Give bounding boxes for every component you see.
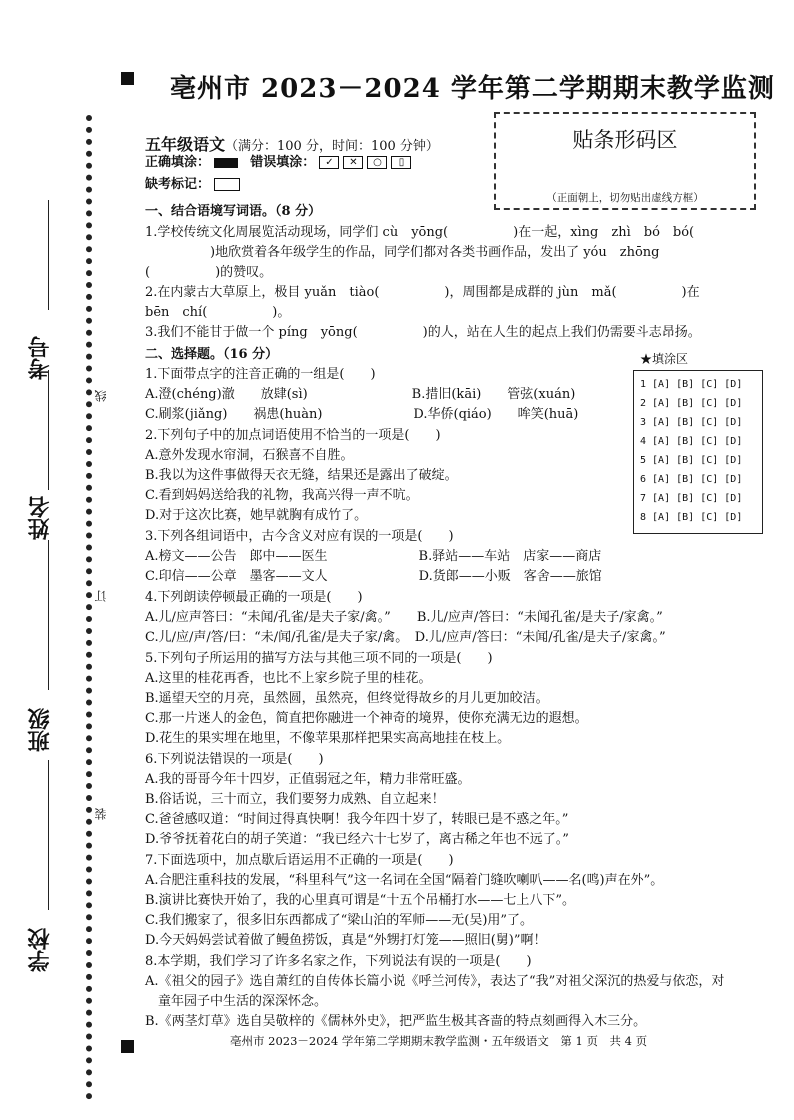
barcode-title: 贴条形码区 [572,128,678,152]
fill-row-3[interactable]: 3 [A] [B] [C] [D] [640,417,743,428]
absent-mark-label: 缺考标记： [145,177,211,192]
q1-1-line3: ( )的赞叹。 [145,265,273,280]
q2-2-stem: 2.下列句子中的加点词语使用不恰当的一项是( ) [145,428,441,443]
fill-row-8[interactable]: 8 [A] [B] [C] [D] [640,512,743,523]
fill-row-2[interactable]: 2 [A] [B] [C] [D] [640,398,743,409]
q2-7-option-a: A.合肥注重科技的发展，“科里科气”这一名词在全国“隔着门缝吹喇叭——名(鸣)声在外”。 [145,873,664,888]
barcode-note: （正面朝上，切勿贴出虚线方框） [546,192,704,204]
q2-5-option-b: B.遥望天空的月亮，虽然圆，虽然亮，但终觉得故乡的月儿更加皎洁。 [145,691,549,706]
fill-row-4[interactable]: 4 [A] [B] [C] [D] [640,436,743,447]
q2-2-option-d: D.对于这次比赛，她早就胸有成竹了。 [145,508,368,523]
q2-6-option-c: C.爸爸感叹道：“时间过得真快啊！我今年四十岁了，转眼已是不惑之年。” [145,812,569,827]
wrong-fill-check-icon: ✓ [319,156,339,169]
wrong-fill-partial-icon: ▯ [391,156,411,169]
name-line [48,540,49,690]
q2-1-options-ab: A.澄(chéng)澈 放肆(sì) B.措旧(kāi) 管弦(xuán) [145,387,576,402]
wrong-fill-label: 错误填涂： [250,155,316,170]
fill-instructions [145,154,415,172]
wrong-fill-circle-icon: ○ [367,156,387,169]
exam-no-line [48,370,49,490]
grade-subject: 五年级语文 [145,135,226,154]
q2-1-stem: 1.下面带点字的注音正确的一组是( ) [145,367,376,382]
q2-6-stem: 6.下列说法错误的一项是( ) [145,752,324,767]
name-label: 姓名 [27,496,53,540]
school-line [48,200,49,310]
q2-6-option-a: A.我的哥哥今年十四岁，正值弱冠之年，精力非常旺盛。 [145,772,471,787]
q1-1-line2: )地欣赏着各年级学生的作品，同学们都对各类书画作品，发出了 yóu zhōng [145,245,660,260]
exam-no-label: 考号 [27,336,53,380]
binding-xian: 线 [94,390,108,402]
q2-8-option-b: B.《两茎灯草》选自吴敬梓的《儒林外史》，把严监生极其吝啬的特点刻画得入木三分。 [145,1014,647,1029]
binding-zhuang: 装 [94,808,108,820]
q2-4-options-ab: A.儿/应声答曰：“未闻/孔雀/是夫子家/禽。” B.儿/应声/答曰：“未闻孔雀/是夫子/家禽。” [145,610,663,625]
school-label: 学校 [27,928,53,972]
q2-4-options-cd: C.儿/应/声/答/曰：“未/闻/孔雀/是夫子家/禽。 D.儿/应声/答曰：“未闻/孔雀/是夫子/家禽。” [145,630,666,645]
fill-row-6[interactable]: 6 [A] [B] [C] [D] [640,474,743,485]
alignment-marker-top-left [121,72,134,85]
correct-fill-label: 正确填涂： [145,155,211,170]
q2-6-option-d: D.爷爷抚着花白的胡子笑道：“我已经六十七岁了，离古稀之年也不远了。” [145,832,569,847]
q2-7-option-c: C.我们搬家了，很多旧东西都成了“梁山泊的军师——无(吴)用”了。 [145,913,534,928]
section-2-heading: 二、选择题。（16 分） [145,347,279,362]
page-title: 亳州市 2023－2024 学年第二学期期末教学监测 [170,74,775,104]
q2-5-option-d: D.花生的果实埋在地里，不像苹果那样把果实高高地挂在枝上。 [145,731,511,746]
q1-2-line2: bēn chí( )。 [145,305,291,320]
q1-2-line1: 2.在内蒙古大草原上，极目 yuǎn tiào( )，周围都是成群的 jùn mǎ( )在 [145,285,700,300]
q2-8-option-a-line2: 童年园子中生活的深深怀念。 [145,994,328,1009]
q1-3-line: 3.我们不能甘于做一个 píng yōng( )的人，站在人生的起点上我们仍需要斗志昂扬。 [145,325,701,340]
q2-5-stem: 5.下列句子所运用的描写方法与其他三项不同的一项是( ) [145,651,493,666]
q2-5-option-c: C.那一片迷人的金色，简直把你融进一个神奇的境界，使你充满无边的遐想。 [145,711,588,726]
q2-3-stem: 3.下列各组词语中，古今含义对应有误的一项是( ) [145,529,454,544]
fill-row-1[interactable]: 1 [A] [B] [C] [D] [640,379,743,390]
q2-3-options-ab: A.榜文——公告 郎中——医生 B.驿站——车站 店家——商店 [145,549,602,564]
wrong-fill-cross-icon: ✕ [343,156,363,169]
binding-dotted-line [86,115,92,1100]
q2-3-options-cd: C.印信——公章 墨客——文人 D.货郎——小贩 客舍——旅馆 [145,569,602,584]
binding-ding: 订 [94,590,108,602]
absent-mark-line [145,176,240,194]
correct-fill-sample [214,158,238,168]
page-footer: 亳州市 2023－2024 学年第二学期期末教学监测・五年级语文 第 1 页 共 4 页 [230,1034,648,1048]
absent-mark-box[interactable] [214,178,240,191]
q2-2-option-c: C.看到妈妈送给我的礼物，我高兴得一声不吭。 [145,488,419,503]
q2-7-option-d: D.今天妈妈尝试着做了鳗鱼捞饭，真是“外甥打灯笼——照旧(舅)”啊！ [145,933,547,948]
class-line [48,760,49,910]
barcode-area [494,112,756,210]
q2-6-option-b: B.俗话说，三十而立，我们要努力成熟、自立起来！ [145,792,445,807]
q2-7-option-b: B.演讲比赛快开始了，我的心里真可谓是“十五个吊桶打水——七上八下”。 [145,893,575,908]
grade-subject-line [145,132,439,155]
q2-2-option-a: A.意外发现水帘洞，石猴喜不自胜。 [145,448,354,463]
section-1-heading: 一、结合语境写词语。（8 分） [145,204,322,219]
score-time: （满分：100 分，时间：100 分钟） [225,139,439,154]
q1-1-line1: 1.学校传统文化周展览活动现场，同学们 cù yōng( )在一起，xìng zhì bó bó( [145,225,695,240]
q2-7-stem: 7.下面选项中，加点歇后语运用不正确的一项是( ) [145,853,454,868]
fill-row-7[interactable]: 7 [A] [B] [C] [D] [640,493,743,504]
q2-4-stem: 4.下列朗读停顿最正确的一项是( ) [145,590,363,605]
fill-area-title: ★填涂区 [640,352,689,366]
class-label: 班级 [27,708,53,752]
q2-8-option-a-line1: A.《祖父的园子》选自萧红的自传体长篇小说《呼兰河传》，表达了“我”对祖父深沉的热爱与依恋，对 [145,974,725,989]
q2-5-option-a: A.这里的桂花再香，也比不上家乡院子里的桂花。 [145,671,432,686]
q2-2-option-b: B.我以为这件事做得天衣无缝，结果还是露出了破绽。 [145,468,458,483]
q2-1-options-cd: C.刷浆(jiǎng) 祸患(huàn) D.华侨(qiáo) 哞笑(huā) [145,407,579,422]
alignment-marker-bottom-left [121,1040,134,1053]
fill-row-5[interactable]: 5 [A] [B] [C] [D] [640,455,743,466]
answer-fill-area [633,370,763,534]
q2-8-stem: 8.本学期，我们学习了许多名家之作，下列说法有误的一项是( ) [145,954,532,969]
